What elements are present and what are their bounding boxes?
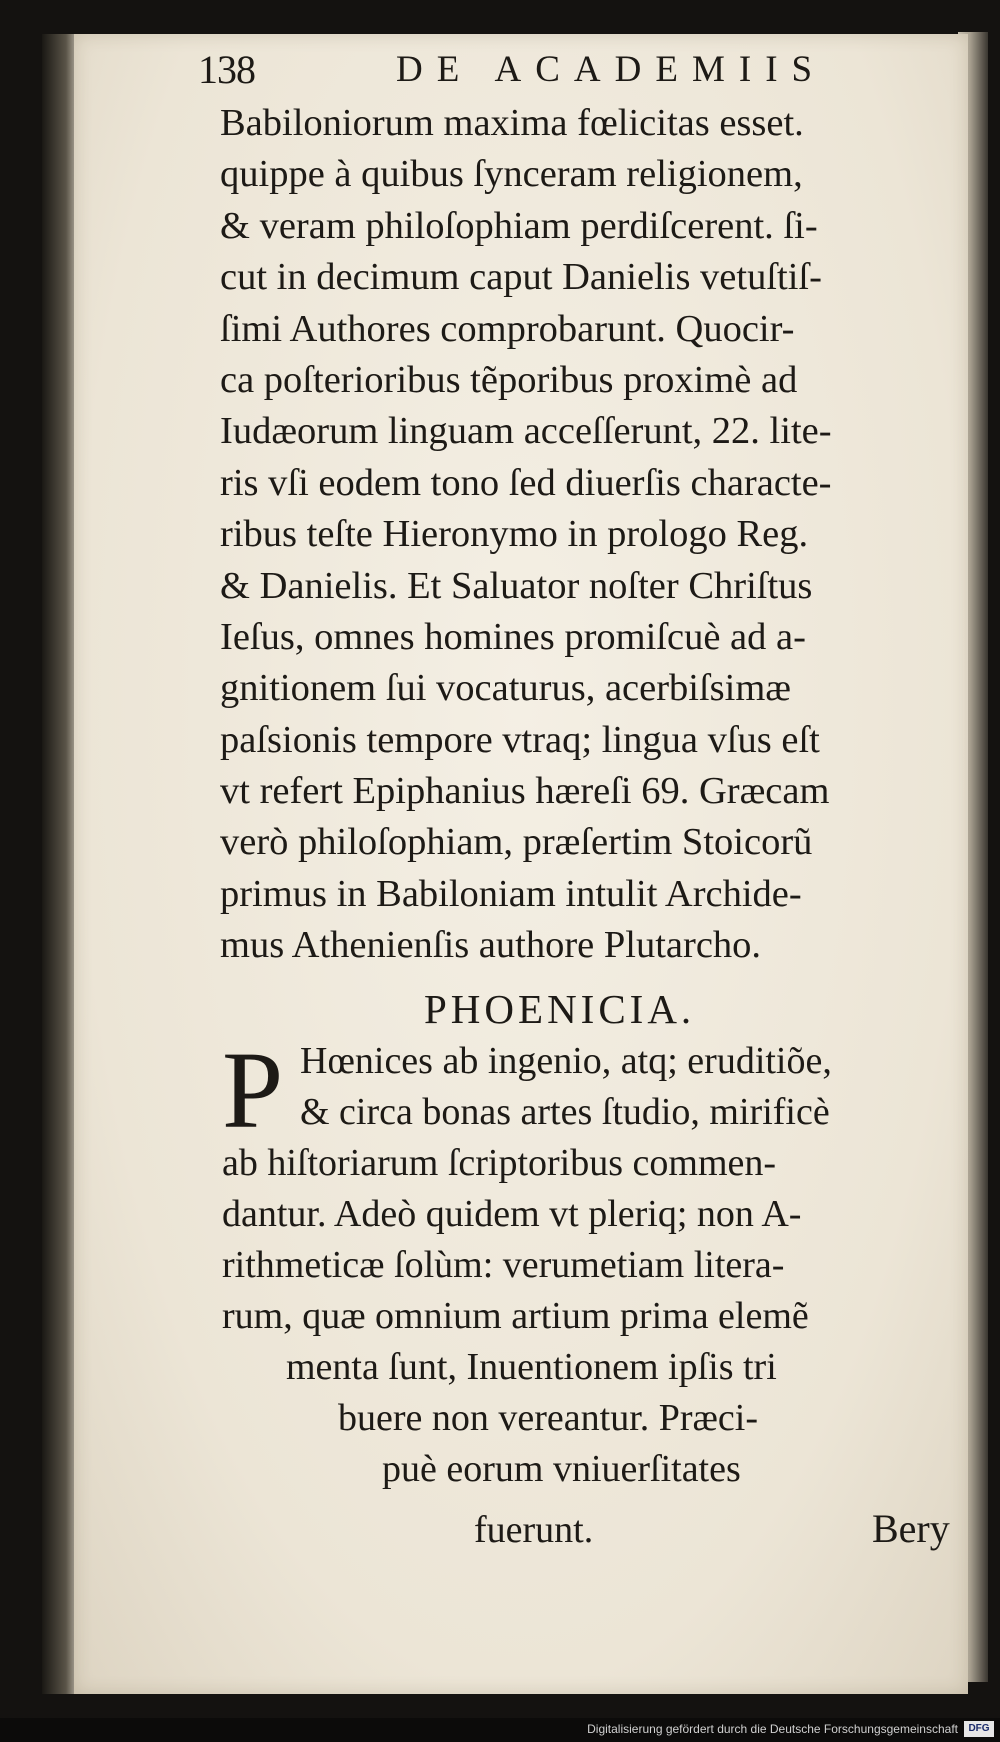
page-number: 138: [198, 47, 255, 92]
text-line: vt refert Epiphanius hæreſi 69. Græcam: [220, 770, 830, 813]
text-line: primus in Babiloniam intulit Archide-: [220, 872, 802, 915]
text-line: quippe à quibus ſynceram religionem,: [220, 153, 803, 196]
section-heading: PHOENICIA.: [424, 986, 696, 1032]
text-line: ab hiſtoriarum ſcriptoribus commen-: [222, 1142, 777, 1184]
text-line: puè eorum vniuerſitates: [382, 1448, 741, 1490]
body-text: [220, 98, 960, 972]
text-line: rum, quæ omnium artium prima elemẽ: [222, 1295, 809, 1337]
funding-credit: Digitalisierung gefördert durch die Deutsche Forschungsgemeinschaft: [587, 1722, 958, 1736]
text-line: Babiloniorum maxima fœlicitas esset.: [220, 102, 804, 144]
text-line: Ieſus, omnes homines promiſcuè ad a-: [220, 615, 806, 658]
catchword: Bery: [872, 1506, 950, 1551]
text-line: verò philoſophiam, præſertim Stoicorũ: [220, 821, 813, 864]
text-line: menta ſunt, Inuentionem ipſis tri: [286, 1346, 777, 1388]
text-line: & veram philoſophiam perdiſcerent. ſi-: [220, 204, 818, 247]
text-line: gnitionem ſui vocaturus, acerbiſsimæ: [220, 667, 791, 710]
text-line: mus Athenienſis authore Plutarcho.: [220, 924, 762, 967]
text-line: buere non vereantur. Præci-: [338, 1397, 758, 1439]
paragraph-body: [222, 1138, 962, 1342]
running-head: DE ACADEMIIS: [396, 49, 827, 90]
paragraph-indented: [300, 1036, 970, 1138]
text-line: & circa bonas artes ſtudio, mirificè: [300, 1091, 830, 1133]
text-line: Hœnices ab ingenio, atq; eruditiõe,: [300, 1040, 832, 1082]
text-line: ſimi Authores comprobarunt. Quocir-: [220, 307, 795, 350]
footer-bar: [0, 1718, 1000, 1742]
text-line: cut in decimum caput Danielis vetuſtiſ-: [220, 256, 822, 299]
text-line: rithmeticæ ſolùm: verumetiam litera-: [222, 1244, 785, 1286]
page-header: [198, 46, 958, 96]
text-line: Iudæorum linguam acceſſerunt, 22. lite-: [220, 410, 832, 453]
text-line: dantur. Adeò quidem vt pleriq; non A-: [222, 1193, 802, 1235]
text-line: ca poſterioribus tẽporibus proximè ad: [220, 358, 798, 401]
tapered-text-3: [382, 1444, 1000, 1495]
tapered-text-1: [286, 1342, 1000, 1393]
text-line: fuerunt.: [474, 1509, 594, 1551]
text-line: ribus teſte Hieronymo in prologo Reg.: [220, 513, 809, 556]
text-line: & Danielis. Et Saluator noſter Chriſtus: [220, 564, 813, 607]
drop-cap: P: [222, 1029, 284, 1151]
dfg-logo-icon: DFG: [964, 1721, 994, 1737]
text-line: paſsionis tempore vtraq; lingua vſus eſt: [220, 718, 820, 761]
tapered-text-2: [338, 1393, 1000, 1444]
text-line: ris vſi eodem tono ſed diuerſis characte-: [220, 461, 832, 504]
